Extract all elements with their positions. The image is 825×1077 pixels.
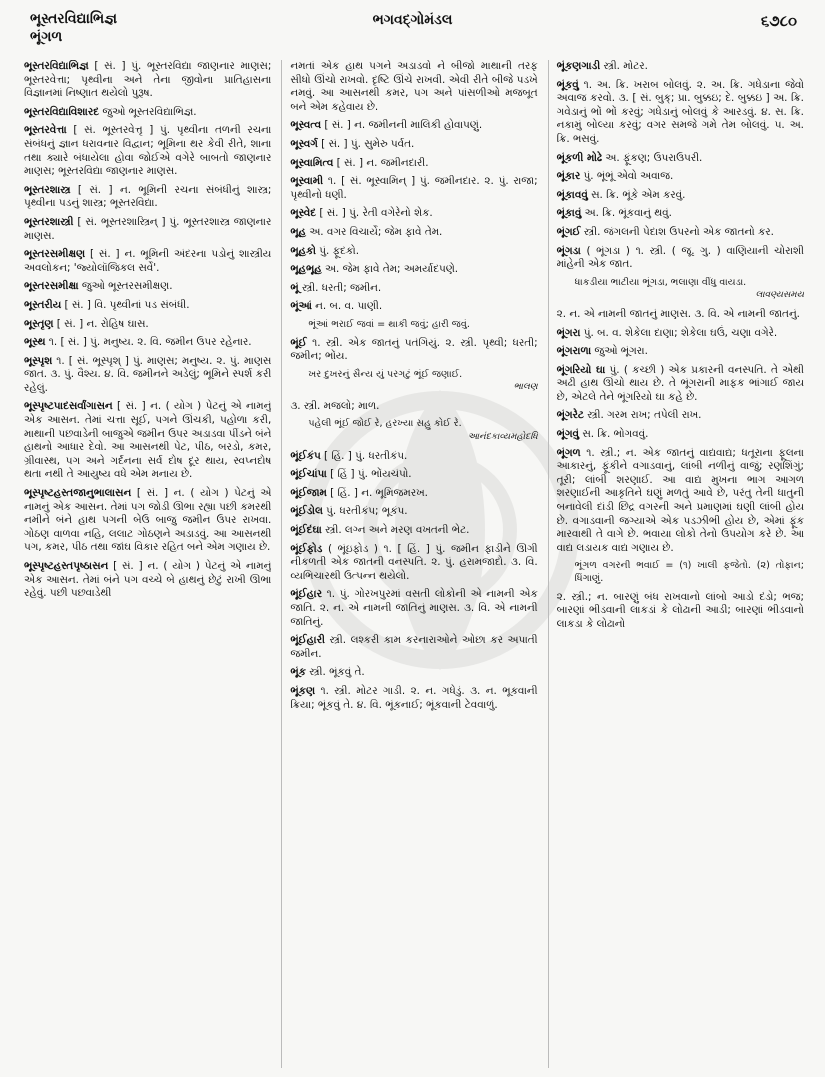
- definition: [ સં. ભૂસ્તરશાસ્ત્રિન્ ] પું. ભૂસ્તરશાસ્ત્ર જાણનાર માણસ.: [24, 215, 272, 242]
- dictionary-entry: [290, 119, 537, 133]
- citation-quote: ધાકડીયા ભાટીયા ભૂંગડા, ભલાણા વીંધુ વાયડા.: [574, 276, 747, 288]
- headword: ભૂસ્વામી: [290, 175, 324, 188]
- headword: ભૂંગળ: [556, 446, 581, 459]
- citation-source: લાવણ્યસમય: [755, 290, 804, 301]
- definition: નમતાં એક હાથ પગને અડાડવો ને બીજો માથાની તરફ સીધો ઊંચો રાખવો. દૃષ્ટિ ઊંચે રાખવી. એવી રીતે બીજે પડખે નમવું. આ આસનથી કમર, પગ અને પાંસળીઓ મજબૂત બને એમ કહેવાય છે.: [290, 60, 538, 113]
- headword: ભૂસ્તરવેત્તા: [24, 124, 67, 137]
- dictionary-entry: [290, 634, 537, 661]
- definition: સ્ત્રી. ભૂંકવું તે.: [305, 666, 365, 679]
- headword: ભૂસ્તરવિદ્યાવિશારદ: [24, 105, 100, 118]
- definition: [ સં. ] ન. જમીનદારી.: [333, 156, 429, 169]
- column-2: [281, 60, 537, 1068]
- dictionary-entry: [557, 345, 804, 359]
- headword: ભૂંગડા: [556, 244, 581, 257]
- definition: [ સં. ] પું. સુમેરુ પર્વત.: [317, 137, 415, 150]
- headword: ભૂંઈહાર: [290, 588, 322, 601]
- headword: ભૂંકાવવું: [556, 188, 588, 201]
- definition: [ હિં. ] ન. ભૂમિજમરખ.: [326, 486, 428, 499]
- definition: જુઓ ભૂંગરા.: [591, 345, 648, 358]
- headword: ભૂસ્વર્ગ: [290, 137, 318, 150]
- definition: પું. ફૂદકો.: [315, 244, 360, 257]
- dictionary-entry: [557, 364, 804, 405]
- dictionary-entry: [557, 560, 804, 585]
- dictionary-entry: [290, 337, 537, 364]
- citation-source: ભાલણ: [513, 382, 538, 393]
- page-header: [0, 0, 825, 58]
- headword: ભૂસ્વામિત્વ: [290, 156, 334, 169]
- dictionary-entry: [290, 487, 537, 501]
- headword: ભૂંગરાળા: [556, 345, 592, 358]
- citation-quote: પહેલી ભૂંઈ જોઈ રે, હરખ્યા સહુ કોઈ રે.: [308, 418, 462, 430]
- headword: ભૂંકળી મોઢે: [556, 151, 603, 164]
- definition: ૧. સ્ત્રી.; ન. એક જાતનું વાદ્યવાદ્ય; ધતૂરાના ફૂલના આકારનું, ફૂંકીને વગાડવાનું, લાંબી નળીનું વાજું; રણશિંગું; તૂરી; લાંબી શરણાઈ. આ વાદ્ય મુખના ભાગ આગળ શરણાઈની આકૃતિને ઘણું મળતું આવે છે, પરંતુ તેની ધાતુની બનાવેલી દાંડી છિદ્ર વગરની અને પ્રમાણમાં ઘણી લાંબી હોય છે. વગાડવાની જગ્યાએ એક પડઝીભી હોય છે, એમાં ફૂંક મારવાથી તે વાગે છે. ભવાયા લોકો તેનો ઉપયોગ કરે છે. આ વાદ્ય લડાયક વાદ્ય ગણાય છે.: [556, 446, 804, 554]
- headword: ભૂંઈહારી: [290, 634, 325, 647]
- headword: ભૂંઈજામ: [290, 486, 327, 499]
- headword: ભૂસ્તૃણ: [24, 317, 54, 330]
- headword: ભૂંગરા: [556, 326, 581, 339]
- citation-source: આનંદકાવ્યમહોદધિ: [467, 432, 538, 443]
- headword: ભૂસ્પૃશ: [24, 354, 53, 367]
- headword: ભૂસ્પૃષ્ટપાદસર્વાંગાસન: [24, 400, 113, 413]
- dictionary-entry: [24, 400, 271, 482]
- dictionary-entry: [24, 280, 271, 294]
- headword: ભૂસ્પૃષ્ટહસ્તજાનુભાલાસન: [24, 487, 132, 500]
- dictionary-body: [24, 60, 804, 1068]
- headword: ભૂંગવું: [556, 428, 580, 441]
- definition: ૨. સ્ત્રી.; ન. બારણું બંધ રાખવાનો લાંબો આડો દંડો; ભજ; બારણાં ભીડવાની લાકડાં કે લોઢાની આડી; બારણાં ભીડવાનો લાકડા કે લોઢાનો: [556, 590, 804, 630]
- dictionary-entry: [290, 666, 537, 680]
- column-1: [24, 60, 271, 1068]
- dictionary-entry: [557, 189, 804, 203]
- definition: ૧. [ સં. ભૂસ્વામિન્ ] પું. જમીનદાર. ૨. પું. રાજા; પૃથ્વીનો ધણી.: [290, 175, 538, 201]
- definition: [ સં. ભૂસ્તરવેત્તૃ ] પું. પૃથ્વીના તળની રચના સંબંધનું જ્ઞાન ધરાવનાર વિદ્વાન; ભૂમિના થર કેવી રીતે, શાના તથા ક્યારે બંધાયેલા હોવા જોઈએ વગેરે બાબતો જાણનાર માણસ; ભૂસ્તરવિદ્યા જાણનાર માણસ.: [24, 124, 272, 178]
- dictionary-entry: [24, 318, 271, 332]
- definition: સ્ત્રી. લશ્કરી કામ કરનારાઓને ઓછા કર અપાતી જમીન.: [290, 634, 538, 660]
- dictionary-entry: [557, 170, 804, 184]
- definition: સ્ત્રી. ધરતી; જમીન.: [298, 281, 382, 294]
- dictionary-entry: [557, 447, 804, 556]
- dictionary-entry: [290, 175, 537, 202]
- definition: સ્ત્રી. ગરમ રાખ; તપેલી રાખ.: [583, 409, 702, 422]
- definition: [ સં. ] ન. ( યોગ ) પેટનું એ નામનું એક આસન. તેમાં બંને પગ વચ્ચે બે હાથનું છેટું રાખી ઊભા રહેવું. પછી પછવાડેથી: [24, 560, 272, 600]
- headword: ભૂંઈચાંપા: [290, 468, 327, 481]
- dictionary-entry: [557, 591, 804, 632]
- definition: જુઓ ભૂસ્તરવિદ્યાભિજ્ઞ.: [99, 105, 197, 118]
- definition: અ. ક્રિ. ભૂંકવાનું થવું.: [581, 207, 672, 220]
- definition: સ્ત્રી. મોટર.: [600, 60, 648, 72]
- definition: ( ભૂંઇફોડ ) ૧. [ હિં. ] પું. જમીન ફાડીને ઊગી નીકળતી એક જાતની વનસ્પતિ. ૨. પું. હરામજાદો. ૩. વિ. વ્યભિચારથી ઉત્પન્ન થયેલો.: [290, 542, 538, 582]
- definition: ૧. [ સં. ભૂસ્પૃશ્ ] પું. માણસ; મનુષ્ય. ૨. પું. માણસ જાત. ૩. પું. વૈશ્ય. ૪. વિ. જમીનને અડેલું; ભૂમિને સ્પર્શ કરી રહેલું.: [24, 354, 272, 394]
- dictionary-entry: [24, 560, 271, 601]
- dictionary-entry: [24, 184, 271, 211]
- definition: ૧. [ સં. ] પું. મનુષ્ય. ૨. વિ. જમીન ઉપર રહેનાર.: [45, 336, 252, 349]
- definition: [ સં. ] ન. ( યોગ ) પેટનું એ નામનું એક આસન. તેમાં પગ જોડી ઊભા રહ્યા પછી કમરથી નમીને બંને હાથ પગની બેઉ બાજુ જમીન ઉપર રાખવા. ગોઠણ વાળવા નહિ, લલાટ ગોઠણને અડાડવું. આ આસનથી પગ, કમર, પીઠ તથા જાંઘ વિકાર રહિત બને એમ ગણાય છે.: [24, 487, 272, 554]
- dictionary-entry: [290, 685, 537, 712]
- definition: ૧. સ્ત્રી. એક જાતનું પતંગિયું. ૨. સ્ત્રી. પૃથ્વી; ધરતી; જમીન; ભોંય.: [290, 336, 538, 363]
- headword: ભૂસ્વેદ: [290, 207, 317, 220]
- headword: ભૂંકાર: [556, 170, 581, 183]
- headword: ભૂંઈ: [290, 336, 307, 349]
- definition: સ. ક્રિ. ભૂંકે એમ કરવું.: [587, 188, 686, 201]
- dictionary-entry: [557, 60, 804, 74]
- first-headword: ભૂસ્તરવિદ્યાભિજ્ઞ: [30, 11, 118, 27]
- dictionary-entry: [290, 543, 537, 584]
- definition: ૧. અ. ક્રિ. ખરાબ બોલવું. ૨. અ. ક્રિ. ગધેડાના જેવો અવાજ કરવો. ૩. [ સં. બુક્; પ્રા. બુક્કઇ; દે. બુક્કઇ ] અ. ક્રિ. ગવેડાનું ભોં ભોં કરવું; ગધેડાનું બોલવું કે આરડવું. ૪. સ. ક્રિ. નકામું બોલ્યા કરવું; વગર સમજે ગમે તેમ બોલવું. ૫. અ. ક્રિ. ભસવું.: [556, 78, 804, 145]
- headword: ભૂસ્તરસમીક્ષણ: [24, 248, 86, 261]
- headword: ભૂંગઈ: [556, 225, 581, 238]
- definition: અ. જેમ ફાવે તેમ; અમર્યાદપણે.: [321, 263, 459, 276]
- dictionary-entry: [557, 409, 804, 423]
- headword: ભૂંગરિયો ઘા: [556, 363, 606, 376]
- definition: પું. ધરતીકંપ; ભૂકંપ.: [322, 505, 408, 518]
- dictionary-entry: [290, 450, 537, 464]
- definition: ૨. ન. એ નામની જાતનું માણસ. ૩. વિ. એ નામની જાતનું.: [556, 307, 800, 320]
- headword: ભૂંઈફોડ: [290, 542, 323, 555]
- citation-quote: ભૂંગળ વગરની ભવાઈ = (૧) ખાલી ફજેતો. (૨) તોફાન; ધિંગાણું.: [574, 560, 804, 584]
- dictionary-entry: [24, 487, 271, 555]
- dictionary-entry: [557, 327, 804, 341]
- dictionary-entry: [290, 157, 537, 171]
- definition: સ. ક્રિ. ભોગવવું.: [579, 428, 649, 441]
- dictionary-entry: [290, 319, 537, 332]
- headword: ભૂંગરેટ: [556, 409, 584, 422]
- dictionary-entry: [290, 300, 537, 314]
- headword: ભૂંઆં: [290, 300, 312, 313]
- headword: ભૂંકણ: [290, 684, 316, 697]
- headword: ભૂહકો: [290, 244, 316, 257]
- definition: સ્ત્રી. જંગલની પેદાશ ઉપરનો એક જાતનો કર.: [580, 225, 774, 238]
- dictionary-title: ભગવદ્ગોમંડલ: [372, 12, 453, 28]
- headword: ભૂહભૂહ: [290, 263, 322, 276]
- dictionary-entry: [290, 418, 537, 444]
- dictionary-entry: [290, 207, 537, 221]
- headword: ભૂસ્તરશાસ્ત્રી: [24, 215, 74, 228]
- dictionary-entry: [557, 207, 804, 221]
- headword: ભૂસ્તરસમીક્ષા: [24, 280, 79, 293]
- definition: [ સં. ] ન. ભૂમિની રચના સંબંધીનું શાસ્ત્ર; પૃથ્વીના પડનું શાસ્ત્ર; ભૂસ્તરવિદ્યા.: [24, 183, 272, 210]
- definition: પું. બ. વ. શેકેલા દાણા; શેકેલા ઘઉં, ચણા વગેરે.: [580, 326, 778, 339]
- headword: ભૂસ્થ: [24, 336, 46, 349]
- headword: ભૂસ્તરવિદ્યાભિજ્ઞ: [24, 60, 89, 72]
- headword: ભૂહ: [290, 225, 307, 238]
- definition: [ સં. ] પું. રેતી વગેરેનો શેક.: [316, 207, 433, 220]
- dictionary-entry: [290, 524, 537, 538]
- page-number: ૬૭૮૦: [760, 12, 797, 30]
- citation-quote: ભૂંઆં ભરાઈ જવાં = થાકી જવું; હારી જવું.: [308, 318, 470, 330]
- definition: સ્ત્રી. લગ્ન અને મરણ વખતની ભેટ.: [321, 524, 470, 537]
- dictionary-entry: [557, 152, 804, 166]
- dictionary-entry: [290, 245, 537, 259]
- headword: ભૂસ્પૃષ્ટહસ્તપૃષ્ઠાસન: [24, 560, 109, 572]
- definition: ૧. સ્ત્રી. મોટર ગાડી. ૨. ન. ગધેડું. ૩. ન. ભૂકવાની ક્રિયા; ભૂંકવું તે. ૪. વિ. ભૂંકનાઈ; ભૂંકવાની ટેવવાળું.: [290, 684, 538, 711]
- dictionary-entry: [24, 336, 271, 350]
- dictionary-entry: [557, 428, 804, 442]
- dictionary-entry: [290, 263, 537, 277]
- headword: ભૂસ્વત્વ: [290, 119, 322, 132]
- headword: ભૂંકણગાડી: [556, 60, 601, 72]
- definition: પું. ( કચ્છી ) એક પ્રકારની વનસ્પતિ. તે એથી અઢી હાથ ઊંચો થાય છે. તે ભૂંગરાની માફક ભાંગાઈ જાય છે, એટલે તેને ભૂંગરિયો ઘા કહે છે.: [556, 363, 804, 403]
- definition: ૧. પું. ગોરખપુરમાં વસતી લોકોની એ નામની એક જાતિ. ૨. ન. એ નામની જાતિનું માણસ. ૩. વિ. એ નામની જાતિનું.: [290, 588, 538, 628]
- definition: [ હિં ] પું. ભોંયચંપો.: [326, 468, 412, 481]
- headword: ભૂંઈકંપ: [290, 449, 321, 462]
- definition: [ સં. ] ન. જમીનની માલિકી હોવાપણું.: [321, 119, 483, 132]
- headword: ભૂંકવું: [556, 78, 579, 91]
- definition: ૩. સ્ત્રી. મજલો; માળ.: [290, 399, 380, 412]
- definition: અ. વગર વિચાર્યે; જેમ ફાવે તેમ.: [306, 225, 443, 238]
- definition: [ હિં. ] પું. ધરતીકંપ.: [320, 449, 408, 462]
- dictionary-entry: [290, 588, 537, 629]
- dictionary-entry: [24, 355, 271, 396]
- dictionary-entry: [290, 505, 537, 519]
- dictionary-entry: [290, 226, 537, 240]
- dictionary-entry: [24, 60, 271, 101]
- headword: ભૂસ્તરશાસ્ત્ર: [24, 183, 71, 196]
- definition: [ સં. ] પું. ભૂસ્તરવિદ્યા જાણનાર માણસ; ભૂસ્તરવેત્તા; પૃથ્વીના અને તેના જીવોના પ્રાતિહાસના વિજ્ઞાનમાં નિષ્ણાત થયેલો પુરૂષ.: [24, 60, 272, 100]
- definition: અ. ફૂંકણ; ઉપરાઉપરી.: [602, 151, 703, 164]
- definition: ( ભૂંગડા ) ૧. સ્ત્રી. ( જૂ. ગુ. ) વાણિયાની ચોરાશી માંહેની એક જાત.: [556, 244, 804, 271]
- headword: ભૂંક: [290, 666, 306, 679]
- headword: ભૂંઈદંઘા: [290, 524, 322, 537]
- dictionary-entry: [24, 299, 271, 313]
- definition: [ સં. ] ન. ( યોગ ) પેટનું એ નામનું એક આસન. તેમાં ચત્તા સૂઈ, પગને ઊંચકી, પહોળા કરી, માથાની પછવાડેની બાજુએ જમીન ઉપર અડાડવા પીંડને બંને હાથનો આધાર દેવો. આ આસનથી પેટ, પીઠ, બરડો, કમર, ગ્રીવાસ્થ, પગ અને ગર્દનના સર્વ દોષ દૂર થાય, સ્વપ્નદોષ થતા નથી તે આયુષ્ય વધે એમ મનાય છે.: [24, 400, 272, 481]
- citation-quote: ખર દુખરનું સૈન્ય યું પરગટું ભૂંઈ જણાઈ.: [308, 368, 463, 380]
- definition: [ સં. ] ન. ભૂમિની અંદરના પડોનું શાસ્ત્રીય અવલોકન; 'જ્યોલૉજિકલ સર્વે'.: [24, 248, 272, 274]
- dictionary-entry: [24, 124, 271, 178]
- column-3: [548, 60, 804, 1068]
- dictionary-entry: [290, 60, 537, 114]
- headword: ભૂંકાવું: [556, 207, 582, 220]
- dictionary-entry: [290, 282, 537, 296]
- headword: ભૂંઈડોલ: [290, 505, 323, 518]
- definition: [ સં. ] વિ. પૃથ્વીનાં પડ સંબંધી.: [61, 298, 190, 311]
- dictionary-entry: [290, 468, 537, 482]
- dictionary-entry: [557, 277, 804, 303]
- definition: જુઓ ભૂસ્તરસમીક્ષણ.: [78, 280, 173, 293]
- dictionary-entry: [290, 138, 537, 152]
- dictionary-entry: [290, 369, 537, 395]
- dictionary-entry: [24, 248, 271, 275]
- dictionary-entry: [24, 106, 271, 120]
- definition: પું. ભૂંભૂં એવો અવાજ.: [580, 170, 674, 183]
- last-headword: ભૂંગળ: [30, 29, 63, 45]
- dictionary-entry: [557, 226, 804, 240]
- headword: ભૂં: [290, 281, 299, 294]
- definition: ન. બ. વ. પાણી.: [311, 300, 383, 313]
- dictionary-entry: [24, 216, 271, 243]
- headword: ભૂસ્તરીય: [24, 298, 62, 311]
- dictionary-entry: [557, 308, 804, 322]
- dictionary-entry: [557, 245, 804, 272]
- dictionary-entry: [557, 79, 804, 147]
- dictionary-entry: [290, 400, 537, 414]
- definition: [ સં. ] ન. રોહિષ ઘાસ.: [53, 317, 149, 330]
